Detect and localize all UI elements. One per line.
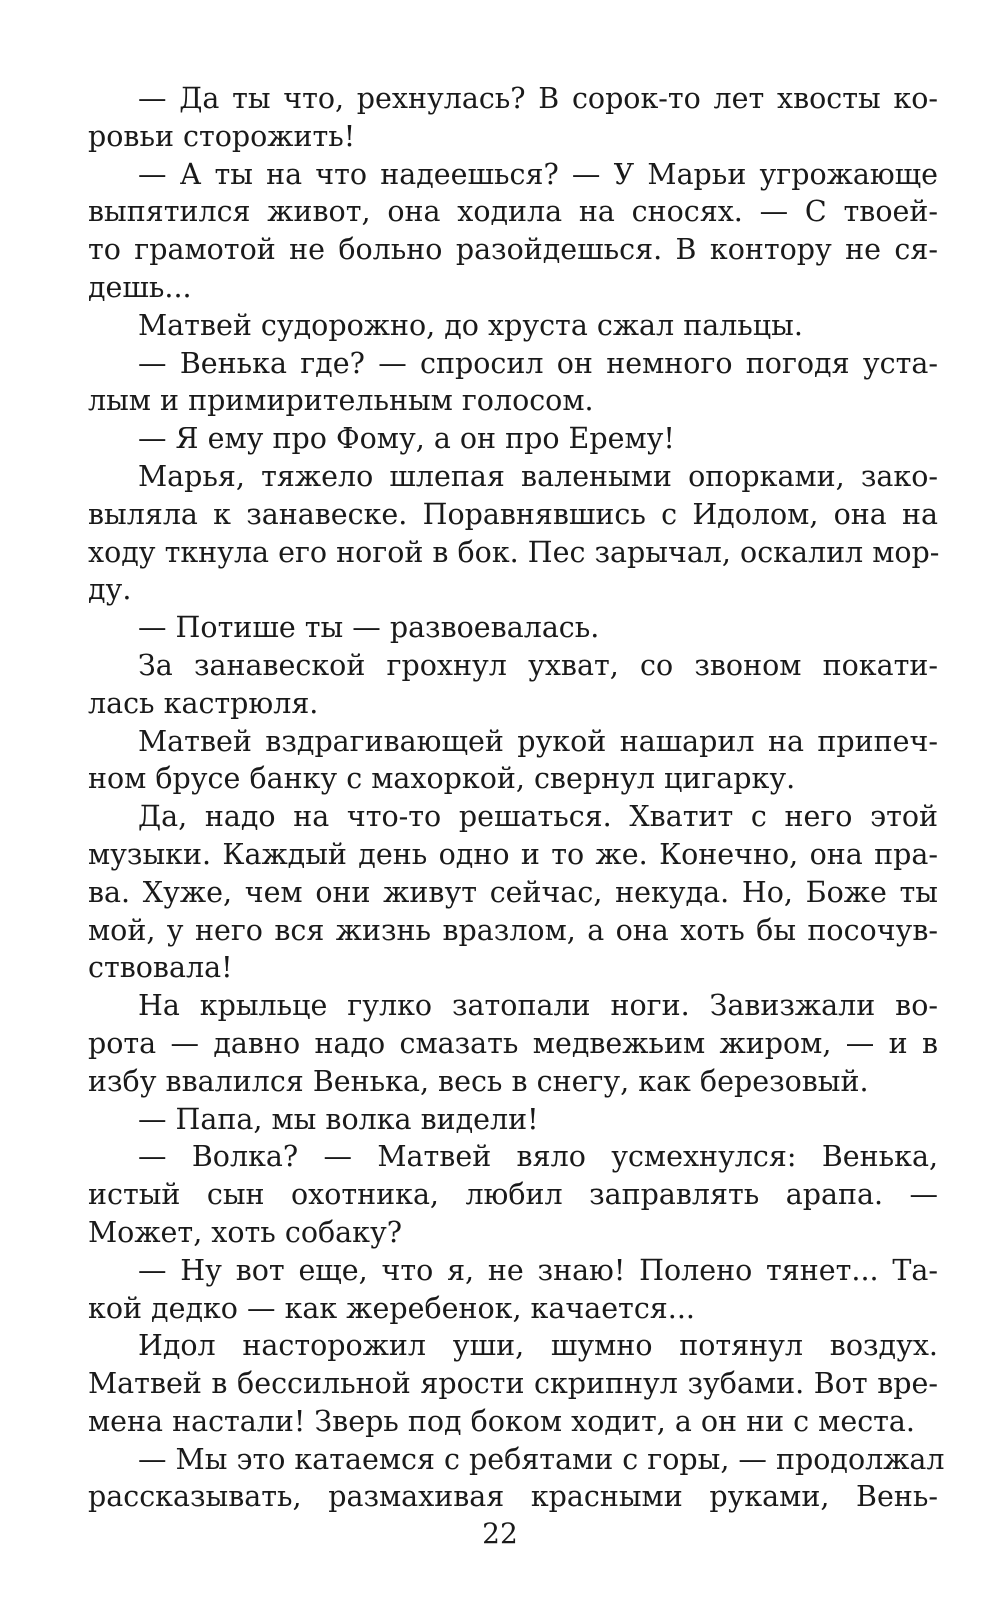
text-line: — Я ему про Фому, а он про Ерему! <box>138 422 675 456</box>
text-line: — Да ты что, рехнулась? В сорок-то лет хвосты ко- <box>138 82 938 115</box>
text-line: дешь... <box>88 270 192 304</box>
text-line: истый сын охотника, любил заправлять арапа. — <box>88 1178 938 1212</box>
page-number: 22 <box>482 1517 518 1550</box>
text-line: — Венька где? — спросил он немного погодя уста- <box>138 346 938 380</box>
text-line: выпятился живот, она ходила на сносях. — С твоей- <box>88 195 938 229</box>
text-line: избу ввалился Венька, весь в снегу, как березовый. <box>88 1064 869 1098</box>
text-line: Идол насторожил уши, шумно потянул воздух. <box>138 1329 938 1363</box>
body-text <box>88 80 945 1516</box>
text-line: кой дедко — как жеребенок, качается... <box>88 1291 695 1325</box>
text-line: Матвей судорожно, до хруста сжал пальцы. <box>138 308 803 342</box>
text-line: ствовала! <box>88 951 233 985</box>
text-line: то грамотой не больно разойдешься. В контору не ся- <box>88 233 938 267</box>
text-line: ровьи сторожить! <box>88 119 356 153</box>
text-line: мена настали! Зверь под боком ходит, а он ни с места. <box>88 1404 915 1438</box>
text-line: музыки. Каждый день одно и то же. Конечно, она пра- <box>88 837 938 871</box>
text-line: Матвей в бессильной ярости скрипнул зубами. Вот вре- <box>88 1367 938 1401</box>
text-line: Матвей вздрагивающей рукой нашарил на припеч- <box>138 724 938 758</box>
text-line: рота — давно надо смазать медвежьим жиром, — и в <box>88 1026 938 1060</box>
text-line: За занавеской грохнул ухват, со звоном покати- <box>138 648 938 682</box>
text-line: ходу ткнула его ногой в бок. Пес зарычал, оскалил мор- <box>88 535 940 569</box>
text-line: лась кастрюля. <box>88 686 319 720</box>
text-line: На крыльце гулко затопали ноги. Завизжали во- <box>138 989 938 1023</box>
text-line: — Волка? — Матвей вяло усмехнулся: Венька, <box>138 1140 938 1174</box>
text-line: — Папа, мы волка видели! <box>138 1102 539 1136</box>
text-line: рассказывать, размахивая красными руками, Вень- <box>88 1480 938 1514</box>
text-line: Марья, тяжело шлепая валеными опорками, зако- <box>138 459 938 493</box>
text-line: — Потише ты — развоевалась. <box>138 611 600 645</box>
text-line: мой, у него вся жизнь вразлом, а она хоть бы посочув- <box>88 913 938 947</box>
text-line: выляла к занавеске. Поравнявшись с Идолом, она на <box>88 497 938 531</box>
text-line: — Мы это катаемся с ребятами с горы, — продолжал <box>138 1442 945 1476</box>
text-line: Может, хоть собаку? <box>88 1215 403 1249</box>
text-line: ном брусе банку с махоркой, свернул цигарку. <box>88 762 796 796</box>
text-line: Да, надо на что-то решаться. Хватит с него этой <box>138 800 938 834</box>
text-line: — Ну вот еще, что я, не знаю! Полено тянет... Та- <box>138 1253 938 1287</box>
text-line: ва. Хуже, чем они живут сейчас, некуда. Но, Боже ты <box>88 875 938 909</box>
text-line: лым и примирительным голосом. <box>88 384 594 418</box>
text-line: — А ты на что надеешься? — У Марьи угрожающе <box>138 157 938 191</box>
text-line: ду. <box>88 573 132 607</box>
